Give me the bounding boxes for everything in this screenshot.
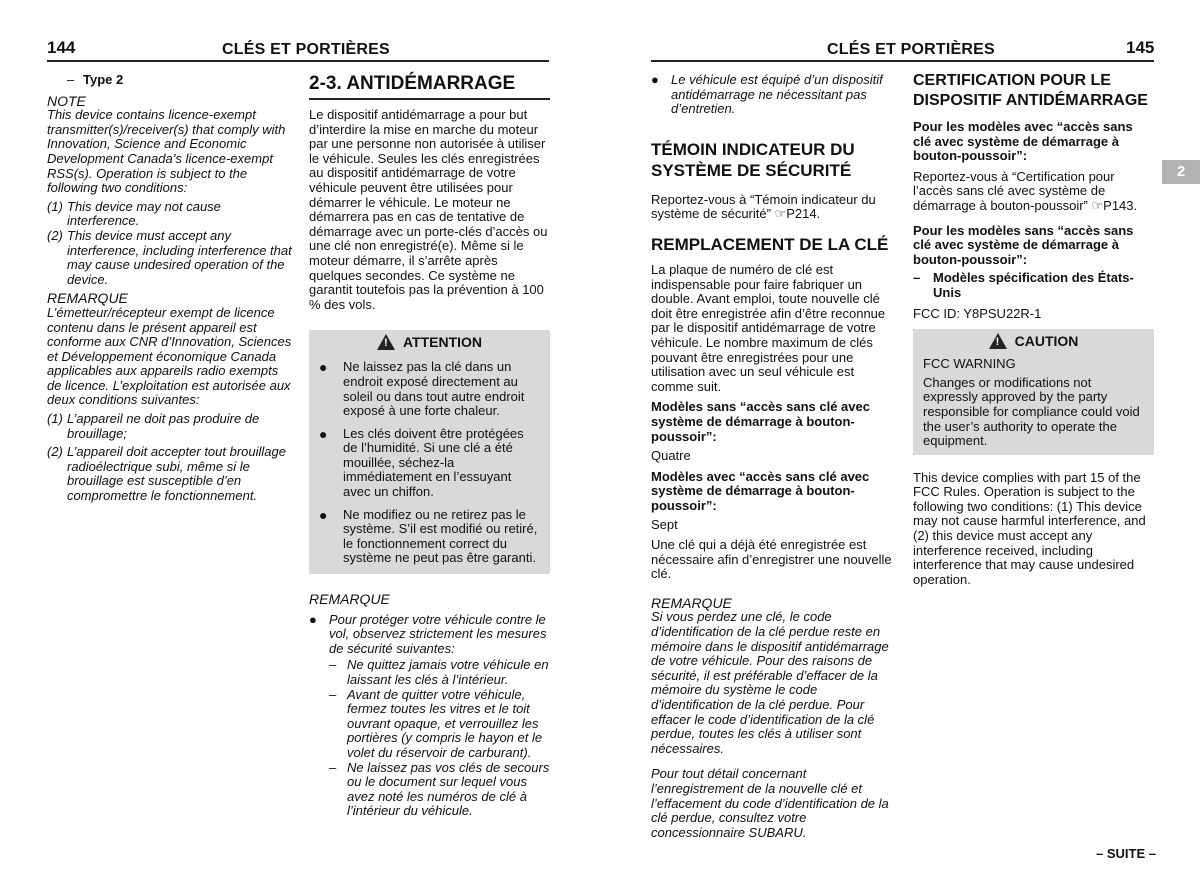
left-column-2 <box>309 73 550 819</box>
cert-title: CERTIFICATION POUR LE DISPOSITIF ANTIDÉMARRAGE <box>913 72 1148 109</box>
right-remarque-text-1: Si vous perdez une clé, le code d’identification de la clé perdue reste en mémoire dans le dispositif antidémarrage de votre véhicule. Pour des raisons de sécurité, il est préférable d’effacer de la mémoire du système le code d’identification de la clé perdue. Pour effacer le code d’identification de la clé perdue, toutes les clés à utiliser sont nécessaires. <box>651 609 889 756</box>
remarque-condition: (1) L’appareil ne doit pas produire de brouillage; <box>47 411 260 441</box>
cert-avec-text: Reportez-vous à “Certification pour l’accès sans clé avec système de démarrage à bouton-poussoir” ☞P143. <box>913 168 1138 213</box>
right-remarque-heading: REMARQUE <box>651 594 732 611</box>
note-heading: NOTE <box>47 92 86 109</box>
sans-heading: Modèles sans “accès sans clé avec système de démarrage à bouton-poussoir”: <box>651 399 870 444</box>
note-condition: (1) This device may not cause interference. <box>47 198 221 229</box>
warning-triangle-icon <box>377 334 395 350</box>
remplacement-title: REMPLACEMENT DE LA CLÉ <box>651 234 889 254</box>
caution-box <box>913 329 1154 455</box>
remarque-text: L’émetteur/récepteur exempt de licence contenu dans le présent appareil est conforme aux CNR d’Innovation, Sciences et Développement économique Canada applicables aux appareils radio exempts de licence. L’exploitation est autorisée aux deux conditions suivantes: <box>47 304 292 408</box>
fcc-id: FCC ID: Y8PSU22R-1 <box>913 305 1042 321</box>
avec-value: Sept <box>651 517 678 533</box>
top-bullet-list <box>651 73 893 117</box>
temoin-text: Reportez-vous à “Témoin indicateur du système de sécurité” ☞P214. <box>651 191 876 222</box>
attention-item: ● Ne laissez pas la clé dans un endroit exposé directement au soleil ou dans tout autre endroit exposé à une forte chaleur. <box>319 359 525 419</box>
remarque2-subitem: – Ne laissez pas vos clés de secours ou le document sur lequel vous avez noté les numéros de clé à l’intérieur du véhicule. <box>329 759 550 819</box>
attention-title: ATTENTION <box>402 334 483 351</box>
remplacement-text: La plaque de numéro de clé est indispensable pour faire fabriquer un double. Avant emploi, toute nouvelle clé doit être enregistrée afin d’être reconnue par le dispositif antidémarrage de votre véhicule. Le nombre maximum de clés pouvant être enregistrées pour une utilisation avec un seul véhicule est comme suit. <box>651 261 886 394</box>
remarque-condition: (2) L’appareil doit accepter tout brouillage radioélectrique subi, même si le brouillage est susceptible d’en compromettre le fonctionnement. <box>47 444 286 504</box>
chapter-side-tab: 2 <box>1162 160 1200 184</box>
note-conditions-list <box>47 200 292 288</box>
note-text: This device contains licence-exempt transmitter(s)/receiver(s) that comply with Innovation, Science and Economic Development Canada’s licence-exempt RSS(s). Operation is subject to the following two conditions: <box>47 107 286 196</box>
remarque-conditions-list <box>47 412 292 504</box>
temoin-title: TÉMOIN INDICATEUR DU SYSTÈME DE SÉCURITÉ <box>651 139 855 180</box>
attention-list <box>319 360 540 566</box>
attention-item: ● Les clés doivent être protégées de l’humidité. Si une clé a été mouillée, séchez-la immédiatement en l’essuyant avec un chiffon. <box>319 425 524 500</box>
left-page-number: 144 <box>47 38 76 57</box>
remarque2-list <box>309 613 550 657</box>
warning-triangle-icon <box>989 333 1007 349</box>
right-column-1 <box>651 73 893 840</box>
type-label: Type 2 <box>83 72 124 87</box>
type-item <box>47 73 292 88</box>
avec-heading: Modèles avec “accès sans clé avec système de démarrage à bouton-poussoir”: <box>651 468 870 513</box>
attention-title-row <box>319 334 540 350</box>
dash-marker: – <box>67 72 75 87</box>
remarque-heading: REMARQUE <box>47 290 128 307</box>
remarque2-sublist <box>309 658 550 819</box>
fcc-warning-text: Changes or modifications not expressly approved by the party responsible for compliance could void the user’s authority to operate the equipment. <box>923 374 1140 449</box>
enregistree-text: Une clé qui a déjà été enregistrée est nécessaire afin d’enregistrer une nouvelle clé. <box>651 537 892 582</box>
right-column-2 <box>913 71 1154 587</box>
right-page-number: 145 <box>1126 38 1155 57</box>
sans-value: Quatre <box>651 448 691 464</box>
remarque2-subitem: – Avant de quitter votre véhicule, fermez toutes les vitres et le toit ouvrant opaque, et verrouillez les portières (y compris le hayon et le volet du réservoir de carburant). <box>329 686 543 760</box>
right-header-rule <box>651 60 1154 62</box>
remarque2-bullet: ● Pour protéger votre véhicule contre le vol, observez strictement les mesures de sécurité suivantes: <box>309 611 547 656</box>
continue-footer: – SUITE – <box>1096 846 1156 861</box>
attention-item: ● Ne modifiez ou ne retirez pas le système. S’il est modifié ou retiré, le fonctionnement correct du système ne peut pas être garanti. <box>319 506 538 566</box>
left-page-header: CLÉS ET PORTIÈRES <box>222 41 390 58</box>
top-bullet: ● Le véhicule est équipé d’un dispositif antidémarrage ne nécessitant pas d’entretien. <box>651 72 883 117</box>
note-condition: (2) This device must accept any interference, including interference that may cause undesired operation of the device. <box>47 227 292 287</box>
cert-sub-item: – Modèles spécification des États-Unis <box>913 270 1134 300</box>
fcc-warning-heading: FCC WARNING <box>923 356 1016 372</box>
remarque2-subitem: – Ne quittez jamais votre véhicule en laissant les clés à l’intérieur. <box>329 657 549 687</box>
right-remarque-text-2: Pour tout détail concernant l’enregistrement de la nouvelle clé et l’effacement du code d’identification de la clé perdue, consultez votre concessionnaire SUBARU. <box>651 766 889 840</box>
left-column-1 <box>47 73 292 504</box>
right-page-header: CLÉS ET PORTIÈRES <box>827 41 995 58</box>
section-intro: Le dispositif antidémarrage a pour but d’interdire la mise en marche du moteur par une personne non autorisée à utiliser le véhicule. Seules les clés enregistrées au dispositif antidémarrage de votre véhicule peuvent être utilisées pour démarrer le véhicule. Le moteur ne démarrera pas en cas de tentative de démarrage avec un porte-clés d’accès ou une clé non enregistré(e). Même si le moteur démarre, il s’arrête après quelques secondes. Ce système ne garantit toutefois pas la prévention à 100 % des vols. <box>309 107 548 312</box>
fcc-compliance-text: This device complies with part 15 of the FCC Rules. Operation is subject to the following two conditions: (1) This device may not cause harmful interference, and (2) this device must accept any interference received, including interference that may cause undesired operation. <box>913 469 1146 587</box>
attention-box <box>309 330 550 574</box>
cert-sans-heading: Pour les modèles sans “accès sans clé avec système de démarrage à bouton-poussoir”: <box>913 222 1134 267</box>
section-title: 2-3. ANTIDÉMARRAGE <box>309 73 550 100</box>
caution-title: CAUTION <box>1014 332 1079 349</box>
caution-title-row <box>923 333 1144 349</box>
left-header-rule <box>47 60 549 62</box>
remarque2-heading: REMARQUE <box>309 591 390 608</box>
cert-avec-heading: Pour les modèles avec “accès sans clé avec système de démarrage à bouton-poussoir”: <box>913 119 1133 164</box>
